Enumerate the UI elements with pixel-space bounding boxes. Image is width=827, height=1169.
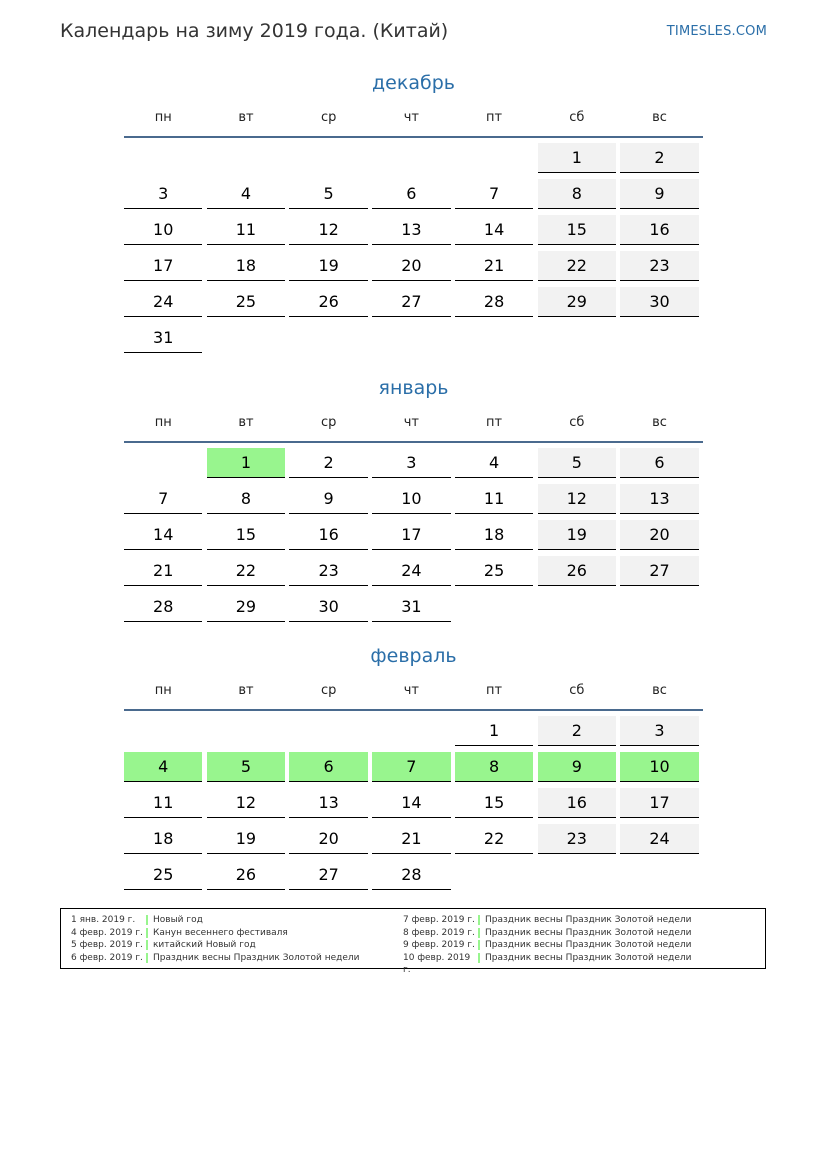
- weekend-day-cell: 26: [538, 556, 616, 586]
- holiday-color-marker: [478, 940, 480, 950]
- week-row: [124, 215, 703, 251]
- weekend-day-cell: 27: [620, 556, 698, 586]
- empty-cell: [372, 143, 450, 173]
- week-row: [124, 251, 703, 287]
- empty-cell: [372, 323, 450, 353]
- week-row: [124, 824, 703, 860]
- weekday-label: чт: [403, 415, 419, 430]
- day-cell: 7: [455, 179, 533, 209]
- header-divider: [124, 136, 703, 138]
- week-row: [124, 716, 703, 752]
- day-cell: 31: [124, 323, 202, 353]
- holiday-color-marker: [146, 940, 148, 950]
- legend-entry: [403, 939, 692, 952]
- weekday-label: сб: [569, 683, 585, 698]
- weekend-day-cell: 2: [538, 716, 616, 746]
- weekday-header: [124, 110, 703, 130]
- day-cell: 22: [207, 556, 285, 586]
- legend-column-right: [403, 914, 692, 976]
- day-cell: 14: [455, 215, 533, 245]
- legend-entry: [403, 952, 692, 976]
- holiday-color-marker: [146, 953, 148, 963]
- weekday-label: пн: [154, 683, 172, 698]
- empty-cell: [372, 716, 450, 746]
- day-cell: 20: [372, 251, 450, 281]
- day-cell: 7: [124, 484, 202, 514]
- weekday-label: вт: [238, 683, 254, 698]
- legend-entry: [71, 939, 360, 952]
- empty-cell: [207, 143, 285, 173]
- legend-holiday-name: Праздник весны Праздник Золотой недели: [485, 940, 692, 951]
- week-row: [124, 788, 703, 824]
- weekday-label: вт: [238, 415, 254, 430]
- legend-column-left: [71, 914, 360, 964]
- holiday-day-cell: 8: [455, 752, 533, 782]
- day-cell: 18: [455, 520, 533, 550]
- legend-entry: [71, 927, 360, 940]
- day-cell: 25: [124, 860, 202, 890]
- week-row: [124, 592, 703, 628]
- empty-cell: [124, 448, 202, 478]
- holiday-day-cell: 4: [124, 752, 202, 782]
- weekend-day-cell: 29: [538, 287, 616, 317]
- legend-date: 6 февр. 2019 г.: [71, 952, 143, 963]
- day-cell: 21: [455, 251, 533, 281]
- legend-date: 1 янв. 2019 г.: [71, 915, 136, 925]
- month-january: [124, 375, 703, 628]
- day-cell: 19: [289, 251, 367, 281]
- day-cell: 15: [455, 788, 533, 818]
- legend-holiday-name: Праздник весны Праздник Золотой недели: [153, 952, 360, 963]
- empty-cell: [455, 860, 533, 890]
- day-cell: 28: [372, 860, 450, 890]
- week-row: [124, 860, 703, 896]
- legend-date: 10 февр. 2019 г.: [403, 952, 471, 976]
- day-cell: 27: [372, 287, 450, 317]
- day-cell: 4: [207, 179, 285, 209]
- weekday-label: ср: [320, 683, 337, 698]
- weekday-label: вс: [652, 415, 667, 430]
- week-row: [124, 287, 703, 323]
- month-title: январь: [378, 377, 449, 399]
- weekday-label: пт: [486, 110, 503, 125]
- day-grid: [124, 143, 703, 359]
- weekday-label: чт: [403, 110, 419, 125]
- day-cell: 3: [372, 448, 450, 478]
- day-cell: 21: [124, 556, 202, 586]
- legend-holiday-name: Праздник весны Праздник Золотой недели: [485, 927, 692, 938]
- empty-cell: [289, 323, 367, 353]
- month-title: февраль: [370, 645, 457, 667]
- weekday-label: пт: [486, 683, 503, 698]
- weekend-day-cell: 9: [620, 179, 698, 209]
- weekend-day-cell: 19: [538, 520, 616, 550]
- weekday-label: ср: [320, 415, 337, 430]
- week-row: [124, 179, 703, 215]
- weekend-day-cell: 8: [538, 179, 616, 209]
- weekend-day-cell: 15: [538, 215, 616, 245]
- day-cell: 18: [124, 824, 202, 854]
- weekend-day-cell: 16: [620, 215, 698, 245]
- empty-cell: [620, 592, 698, 622]
- day-cell: 13: [372, 215, 450, 245]
- weekday-label: сб: [569, 110, 585, 125]
- week-row: [124, 752, 703, 788]
- legend-holiday-name: Праздник весны Праздник Золотой недели: [485, 952, 692, 963]
- legend-holiday-name: Канун весеннего фестиваля: [153, 927, 288, 938]
- holiday-color-marker: [478, 953, 480, 963]
- empty-cell: [207, 323, 285, 353]
- holiday-color-marker: [478, 928, 480, 938]
- holiday-legend: [60, 908, 766, 976]
- weekend-day-cell: 6: [620, 448, 698, 478]
- weekend-day-cell: 3: [620, 716, 698, 746]
- holiday-day-cell: 9: [538, 752, 616, 782]
- weekend-day-cell: 30: [620, 287, 698, 317]
- week-row: [124, 484, 703, 520]
- weekend-day-cell: 12: [538, 484, 616, 514]
- day-cell: 19: [207, 824, 285, 854]
- weekend-day-cell: 16: [538, 788, 616, 818]
- day-cell: 30: [289, 592, 367, 622]
- weekday-label: вс: [652, 110, 667, 125]
- empty-cell: [455, 592, 533, 622]
- weekday-label: пн: [154, 415, 172, 430]
- holiday-color-marker: [146, 928, 148, 938]
- weekend-day-cell: 23: [538, 824, 616, 854]
- header-divider: [124, 709, 703, 711]
- day-cell: 9: [289, 484, 367, 514]
- day-cell: 25: [455, 556, 533, 586]
- day-cell: 11: [455, 484, 533, 514]
- day-cell: 14: [124, 520, 202, 550]
- weekday-label: вт: [238, 110, 254, 125]
- day-cell: 28: [455, 287, 533, 317]
- holiday-day-cell: 10: [620, 752, 698, 782]
- month-title: декабрь: [372, 72, 455, 94]
- day-cell: 22: [455, 824, 533, 854]
- day-cell: 4: [455, 448, 533, 478]
- week-row: [124, 520, 703, 556]
- day-cell: 12: [289, 215, 367, 245]
- legend-holiday-name: Новый год: [153, 915, 203, 925]
- weekend-day-cell: 24: [620, 824, 698, 854]
- weekday-label: пт: [486, 415, 503, 430]
- weekend-day-cell: 23: [620, 251, 698, 281]
- weekday-label: вс: [652, 683, 667, 698]
- legend-date: 5 февр. 2019 г.: [71, 940, 143, 951]
- day-cell: 11: [207, 215, 285, 245]
- empty-cell: [538, 592, 616, 622]
- weekday-label: сб: [569, 415, 585, 430]
- holiday-day-cell: 7: [372, 752, 450, 782]
- legend-date: 4 февр. 2019 г.: [71, 927, 143, 938]
- day-cell: 20: [289, 824, 367, 854]
- day-cell: 2: [289, 448, 367, 478]
- day-cell: 27: [289, 860, 367, 890]
- day-cell: 10: [372, 484, 450, 514]
- day-cell: 28: [124, 592, 202, 622]
- page-title: Календарь на зиму 2019 года. (Китай): [60, 20, 449, 42]
- header-divider: [124, 441, 703, 443]
- day-cell: 1: [455, 716, 533, 746]
- holiday-day-cell: 6: [289, 752, 367, 782]
- weekend-day-cell: 2: [620, 143, 698, 173]
- day-cell: 16: [289, 520, 367, 550]
- site-link[interactable]: TIMESLES.COM: [666, 24, 767, 39]
- empty-cell: [620, 323, 698, 353]
- day-grid: [124, 716, 703, 896]
- day-cell: 11: [124, 788, 202, 818]
- empty-cell: [289, 143, 367, 173]
- legend-date: 8 февр. 2019 г.: [403, 927, 475, 938]
- weekend-day-cell: 22: [538, 251, 616, 281]
- weekend-day-cell: 5: [538, 448, 616, 478]
- holiday-day-cell: 1: [207, 448, 285, 478]
- day-cell: 17: [372, 520, 450, 550]
- day-cell: 24: [372, 556, 450, 586]
- empty-cell: [289, 716, 367, 746]
- legend-entry: [403, 914, 692, 927]
- legend-entry: [71, 952, 360, 965]
- day-cell: 12: [207, 788, 285, 818]
- weekend-day-cell: 17: [620, 788, 698, 818]
- month-december: [124, 70, 703, 359]
- day-cell: 17: [124, 251, 202, 281]
- week-row: [124, 556, 703, 592]
- day-cell: 31: [372, 592, 450, 622]
- empty-cell: [124, 143, 202, 173]
- day-cell: 14: [372, 788, 450, 818]
- empty-cell: [455, 143, 533, 173]
- empty-cell: [538, 323, 616, 353]
- legend-entry: [71, 914, 360, 927]
- week-row: [124, 323, 703, 359]
- month-february: [124, 643, 703, 896]
- day-cell: 25: [207, 287, 285, 317]
- weekend-day-cell: 20: [620, 520, 698, 550]
- day-cell: 24: [124, 287, 202, 317]
- day-cell: 10: [124, 215, 202, 245]
- weekday-label: пн: [154, 110, 172, 125]
- day-cell: 13: [289, 788, 367, 818]
- weekday-label: ср: [320, 110, 337, 125]
- holiday-day-cell: 5: [207, 752, 285, 782]
- day-cell: 15: [207, 520, 285, 550]
- day-cell: 3: [124, 179, 202, 209]
- legend-holiday-name: китайский Новый год: [153, 940, 256, 951]
- day-cell: 6: [372, 179, 450, 209]
- empty-cell: [455, 323, 533, 353]
- legend-date: 7 февр. 2019 г.: [403, 915, 475, 925]
- day-cell: 8: [207, 484, 285, 514]
- weekday-header: [124, 683, 703, 703]
- day-cell: 21: [372, 824, 450, 854]
- day-cell: 26: [207, 860, 285, 890]
- empty-cell: [620, 860, 698, 890]
- legend-date: 9 февр. 2019 г.: [403, 940, 475, 951]
- empty-cell: [538, 860, 616, 890]
- week-row: [124, 448, 703, 484]
- day-cell: 26: [289, 287, 367, 317]
- holiday-color-marker: [478, 915, 480, 925]
- legend-holiday-name: Праздник весны Праздник Золотой недели: [485, 915, 692, 925]
- day-cell: 29: [207, 592, 285, 622]
- empty-cell: [124, 716, 202, 746]
- weekday-header: [124, 415, 703, 435]
- empty-cell: [207, 716, 285, 746]
- day-cell: 5: [289, 179, 367, 209]
- weekday-label: чт: [403, 683, 419, 698]
- legend-entry: [403, 927, 692, 940]
- holiday-color-marker: [146, 915, 148, 925]
- weekend-day-cell: 13: [620, 484, 698, 514]
- day-cell: 23: [289, 556, 367, 586]
- day-cell: 18: [207, 251, 285, 281]
- weekend-day-cell: 1: [538, 143, 616, 173]
- day-grid: [124, 448, 703, 628]
- week-row: [124, 143, 703, 179]
